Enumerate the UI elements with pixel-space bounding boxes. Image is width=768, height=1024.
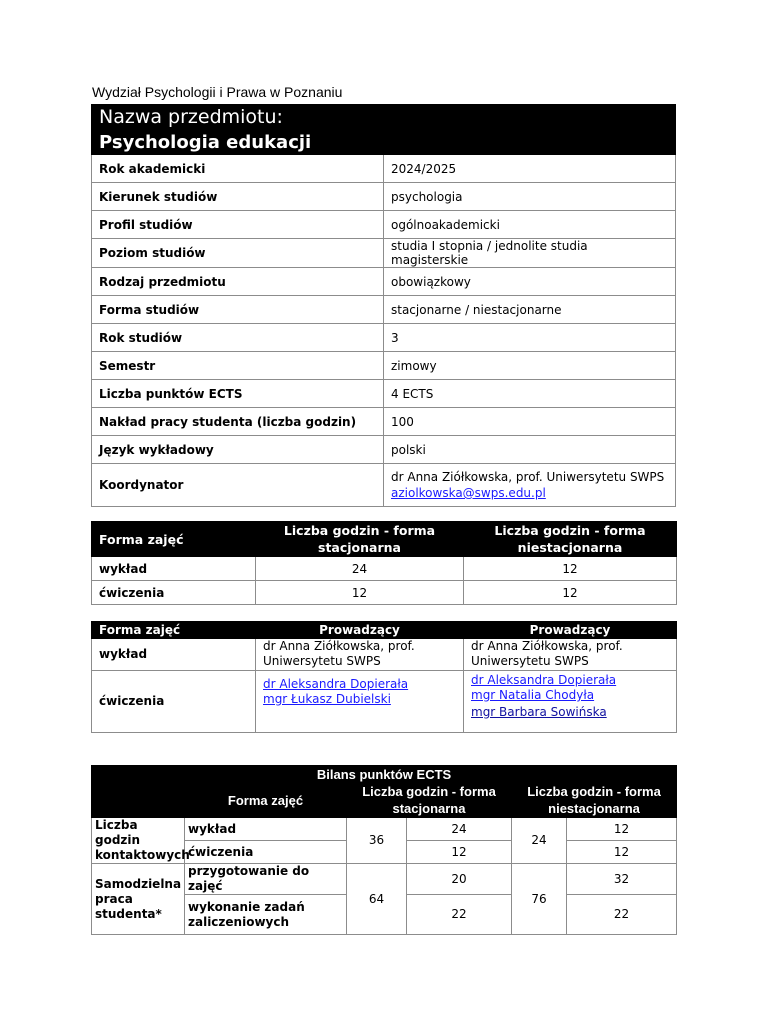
course-info-table <box>91 104 676 507</box>
row-key: Rok akademicki <box>92 155 384 183</box>
teacher-cell <box>256 671 464 733</box>
form-cell: wykład <box>92 557 256 581</box>
activity-name: wykonanie zadań zaliczeniowych <box>185 895 347 935</box>
ects-table <box>91 765 677 935</box>
activity-name: ćwiczenia <box>185 841 347 864</box>
niestac-total: 24 <box>512 818 567 864</box>
column-header: Liczba godzin - forma niestacjonarna <box>512 783 677 818</box>
table-row <box>92 352 676 380</box>
niestac-value: 12 <box>567 818 677 841</box>
form-cell: wykład <box>92 639 256 671</box>
teacher-cell: dr Anna Ziółkowska, prof. Uniwersytetu SWPS <box>256 639 464 671</box>
row-value: studia I stopnia / jednolite studia magisterskie <box>384 239 676 268</box>
teacher-link[interactable]: mgr Barbara Sowińska <box>471 705 607 719</box>
row-key: Kierunek studiów <box>92 183 384 211</box>
row-key: Profil studiów <box>92 211 384 239</box>
row-value: 3 <box>384 324 676 352</box>
coordinator-email-link[interactable]: aziolkowska@swps.edu.pl <box>391 486 546 500</box>
column-header: Forma zajęć <box>92 522 256 557</box>
row-value: 2024/2025 <box>384 155 676 183</box>
row-value: ogólnoakademicki <box>384 211 676 239</box>
ects-header-blank <box>92 783 185 818</box>
ects-title: Bilans punktów ECTS <box>92 766 677 783</box>
table-row <box>92 818 677 841</box>
row-value: 100 <box>384 408 676 436</box>
table-row <box>92 183 676 211</box>
row-key: Poziom studiów <box>92 239 384 268</box>
form-cell: ćwiczenia <box>92 581 256 605</box>
niestac-value: 22 <box>567 895 677 935</box>
course-name-label: Nazwa przedmiotu: <box>92 105 676 130</box>
table-row <box>92 557 677 581</box>
coordinator-name: dr Anna Ziółkowska, prof. Uniwersytetu SWPS <box>391 470 665 484</box>
table-row <box>92 408 676 436</box>
hours-table <box>91 521 677 605</box>
course-name: Psychologia edukacji <box>92 130 676 155</box>
stac-value: 20 <box>407 864 512 895</box>
hours-cell: 12 <box>464 581 677 605</box>
table-row <box>92 268 676 296</box>
row-value: 4 ECTS <box>384 380 676 408</box>
niestac-value: 32 <box>567 864 677 895</box>
stac-total: 64 <box>347 864 407 935</box>
row-value: zimowy <box>384 352 676 380</box>
self-study-label: Samodzielna praca studenta* <box>92 864 185 935</box>
stac-value: 22 <box>407 895 512 935</box>
activity-name: przygotowanie do zajęć <box>185 864 347 895</box>
column-header: Forma zajęć <box>92 622 256 639</box>
table-row <box>92 864 677 895</box>
table-row <box>92 436 676 464</box>
row-key: Forma studiów <box>92 296 384 324</box>
column-header: Liczba godzin - forma stacjonarna <box>256 522 464 557</box>
table-row <box>92 239 676 268</box>
table-row <box>92 296 676 324</box>
table-row <box>92 464 676 507</box>
table-row <box>92 211 676 239</box>
row-key: Semestr <box>92 352 384 380</box>
contact-label: Liczba godzin kontaktowych <box>92 818 185 864</box>
row-value: psychologia <box>384 183 676 211</box>
teacher-link[interactable]: dr Aleksandra Dopierała <box>471 673 617 687</box>
column-header: Forma zajęć <box>185 783 347 818</box>
row-value: stacjonarne / niestacjonarne <box>384 296 676 324</box>
table-row <box>92 671 677 733</box>
table-row <box>92 581 677 605</box>
row-key: Nakład pracy studenta (liczba godzin) <box>92 408 384 436</box>
row-key: Liczba punktów ECTS <box>92 380 384 408</box>
niestac-total: 76 <box>512 864 567 935</box>
column-header: Liczba godzin - forma stacjonarna <box>347 783 512 818</box>
column-header: Liczba godzin - forma niestacjonarna <box>464 522 677 557</box>
teacher-link[interactable]: mgr Natalia Chodyła <box>471 688 595 702</box>
row-value: polski <box>384 436 676 464</box>
column-header: Prowadzący <box>464 622 677 639</box>
teacher-link[interactable]: mgr Łukasz Dubielski <box>263 692 391 706</box>
hours-cell: 12 <box>256 581 464 605</box>
row-key: Rodzaj przedmiotu <box>92 268 384 296</box>
stac-value: 24 <box>407 818 512 841</box>
table-row <box>92 639 677 671</box>
row-key: Język wykładowy <box>92 436 384 464</box>
teachers-table <box>91 621 677 733</box>
row-value: obowiązkowy <box>384 268 676 296</box>
column-header: Prowadzący <box>256 622 464 639</box>
coordinator-value <box>384 464 676 507</box>
stac-total: 36 <box>347 818 407 864</box>
stac-value: 12 <box>407 841 512 864</box>
hours-cell: 12 <box>464 557 677 581</box>
coordinator-key: Koordynator <box>92 464 384 507</box>
teacher-link[interactable]: dr Aleksandra Dopierała <box>263 677 409 691</box>
activity-name: wykład <box>185 818 347 841</box>
teacher-cell <box>464 671 677 733</box>
table-row <box>92 380 676 408</box>
teacher-cell: dr Anna Ziółkowska, prof. Uniwersytetu SWPS <box>464 639 677 671</box>
hours-cell: 24 <box>256 557 464 581</box>
table-row <box>92 324 676 352</box>
form-cell: ćwiczenia <box>92 671 256 733</box>
niestac-value: 12 <box>567 841 677 864</box>
row-key: Rok studiów <box>92 324 384 352</box>
table-row <box>92 155 676 183</box>
faculty-title: Wydział Psychologii i Prawa w Poznaniu <box>92 84 343 100</box>
